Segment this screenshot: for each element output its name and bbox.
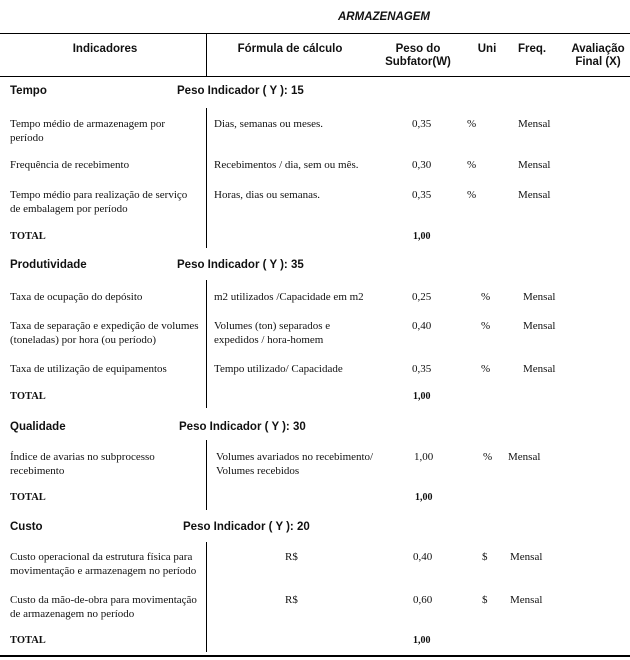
freq-cell: Mensal (523, 320, 556, 332)
formula-cell: Tempo utilizado/ Capacidade (214, 363, 343, 375)
bottom-rule (0, 655, 630, 657)
column-divider (206, 440, 207, 510)
peso-cell: 0,40 (412, 320, 432, 332)
indicador-cell: Custo da mão-de-obra para movimentação de armazenagem no período (10, 594, 197, 620)
header-avaliacao: Avaliação Final (X) (571, 43, 625, 68)
freq-cell: Mensal (523, 363, 556, 375)
total-label: TOTAL (10, 492, 46, 503)
indicador-cell: Taxa de ocupação do depósito (10, 291, 143, 303)
peso-cell: 0,35 (412, 189, 432, 201)
formula-cell: R$ (285, 594, 298, 606)
formula-cell: Recebimentos / dia, sem ou mês. (214, 159, 359, 171)
header-formula: Fórmula de cálculo (237, 43, 343, 55)
indicador-cell: Taxa de separação e expedição de volumes (toneladas) por hora (ou período) (10, 320, 199, 346)
uni-cell: % (467, 118, 477, 130)
total-value: 1,00 (413, 231, 431, 242)
formula-cell: Volumes (ton) separados e expedidos / hora-homem (214, 320, 331, 346)
total-value: 1,00 (413, 635, 431, 646)
total-label: TOTAL (10, 635, 46, 646)
freq-cell: Mensal (508, 451, 541, 463)
uni-cell: % (483, 451, 493, 463)
freq-cell: Mensal (510, 551, 543, 563)
section-name: Tempo (10, 85, 47, 97)
indicador-cell: Índice de avarias no subprocesso recebimento (10, 451, 155, 477)
section-name: Produtividade (10, 259, 87, 271)
section-name: Qualidade (10, 421, 66, 433)
header-indicadores: Indicadores (72, 43, 138, 55)
indicador-cell: Frequência de recebimento (10, 159, 130, 171)
freq-cell: Mensal (523, 291, 556, 303)
peso-cell: 0,35 (412, 118, 432, 130)
total-value: 1,00 (413, 391, 431, 402)
total-label: TOTAL (10, 231, 46, 242)
total-label: TOTAL (10, 391, 46, 402)
formula-cell: Dias, semanas ou meses. (214, 118, 324, 130)
section-peso: Peso Indicador ( Y ): 35 (177, 259, 304, 271)
indicador-cell: Custo operacional da estrutura física para movimentação e armazenagem no período (10, 551, 197, 577)
total-value: 1,00 (415, 492, 433, 503)
indicador-cell: Tempo médio para realização de serviço de embalagem por período (10, 189, 188, 215)
uni-cell: % (467, 159, 477, 171)
column-divider (206, 33, 207, 76)
peso-cell: 1,00 (414, 451, 434, 463)
header-freq: Freq. (517, 43, 547, 55)
formula-cell: Volumes avariados no recebimento/ Volumes recebidos (216, 451, 374, 477)
peso-cell: 0,35 (412, 363, 432, 375)
uni-cell: $ (482, 551, 488, 563)
peso-cell: 0,30 (412, 159, 432, 171)
freq-cell: Mensal (510, 594, 543, 606)
column-divider (206, 108, 207, 248)
peso-cell: 0,25 (412, 291, 432, 303)
indicador-cell: Taxa de utilização de equipamentos (10, 363, 167, 375)
formula-cell: Horas, dias ou semanas. (214, 189, 321, 201)
column-divider (206, 542, 207, 652)
peso-cell: 0,60 (413, 594, 433, 606)
peso-cell: 0,40 (413, 551, 433, 563)
section-peso: Peso Indicador ( Y ): 15 (177, 85, 304, 97)
section-peso: Peso Indicador ( Y ): 30 (179, 421, 306, 433)
freq-cell: Mensal (518, 159, 551, 171)
formula-cell: R$ (285, 551, 298, 563)
indicador-cell: Tempo médio de armazenagem por período (10, 118, 165, 144)
formula-cell: m2 utilizados /Capacidade em m2 (214, 291, 364, 303)
uni-cell: % (481, 291, 491, 303)
header-peso: Peso do Subfator(W) (385, 43, 451, 68)
section-name: Custo (10, 521, 43, 533)
uni-cell: % (481, 320, 491, 332)
column-divider (206, 280, 207, 408)
uni-cell: % (467, 189, 477, 201)
freq-cell: Mensal (518, 189, 551, 201)
section-peso: Peso Indicador ( Y ): 20 (183, 521, 310, 533)
top-rule (0, 33, 630, 34)
header-uni: Uni (477, 43, 497, 55)
header-rule (0, 76, 630, 77)
uni-cell: $ (482, 594, 488, 606)
uni-cell: % (481, 363, 491, 375)
freq-cell: Mensal (518, 118, 551, 130)
